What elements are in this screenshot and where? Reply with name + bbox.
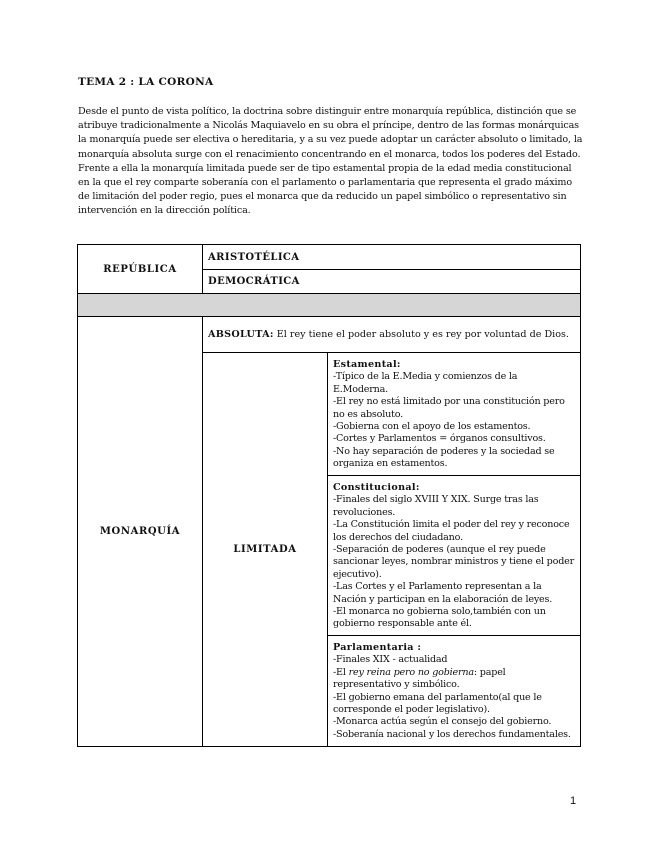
parlamentaria-title: Parlamentaria : [333,641,422,653]
constitucional-cell [328,476,581,636]
list-item: -Gobierna con el apoyo de los estamentos. [333,421,531,433]
line-suffix: : papel representativo y simbólico. [333,666,506,691]
limitada-cell: LIMITADA [203,353,328,747]
monarquia-cell: MONARQUÍA [78,317,203,747]
italic-quote: rey reina pero no gobierna [348,666,474,678]
constitucional-title: Constitucional: [333,482,420,493]
intro-text: Desde el punto de vista político, la doctrina sobre distinguir entre monarquía república, distinción que se atribuye tradicionalmente a Nicolás Maquiavelo en su obra el príncipe, dentro de las formas monárquicas la monarquía puede ser electiva o hereditaria, y a su vez puede adoptar un carácter absoluto o limitado, la monarquía absoluta surge con el renacimiento concentrando en el monarca, todos los poderes del Estado. Frente a ella la monarquía limitada puede ser de tipo estamental propia de la edad media constitucional en la que el rey comparte soberanía con el parlamento o parlamentaria que representa el grado máximo de limitación del poder regio, pues el monarca que da reducido un papel simbólico o representativo sin intervención en la dirección política. [78,106,583,217]
list-item [333,667,575,692]
absoluta-text: El rey tiene el poder absoluto y es rey por voluntad de Dios. [273,329,569,340]
list-item: -Finales del siglo XVIII Y XIX. Surge tras las revoluciones. [333,494,539,518]
list-item: -El rey no está limitado por una constitución pero no es absoluto. [333,396,565,420]
list-item: -Finales XIX - actualidad [333,654,448,666]
table-row [78,245,581,270]
estamental-cell [328,353,581,476]
list-item: -Separación de poderes (aunque el rey puede sancionar leyes, nombrar ministros y tiene el poder ejecutivo). [333,544,574,580]
absoluta-label: ABSOLUTA: [208,329,274,340]
separator-row [78,294,581,317]
page-number: 1 [570,795,577,807]
list-item: -No hay separación de poderes y la sociedad se organiza en estamentos. [333,445,555,470]
list-item: -Soberanía nacional y los derechos fundamentales. [333,728,571,740]
parlamentaria-cell [328,635,581,746]
intro-paragraph [78,105,583,219]
list-item: -Típico de la E.Media y comienzos de la E.Moderna. [333,371,518,395]
republica-cell: REPÚBLICA [78,245,203,294]
list-item: -La Constitución limita el poder del rey y reconoce los derechos del ciudadano. [333,519,570,543]
table-row [78,317,581,353]
estamental-title: Estamental: [333,359,401,370]
list-item: -Las Cortes y el Parlamento representan a la Nación y participan en la elaboración de leyes. [333,581,553,605]
republica-type-democratica: DEMOCRÁTICA [203,270,581,294]
page-title: TEMA 2 : LA CORONA [78,76,214,88]
republica-type-aristotelica: ARISTOTÉLICA [203,245,581,270]
forms-of-government-table [77,244,581,747]
list-item: -Monarca actúa según el consejo del gobierno. [333,716,552,728]
list-item: -El gobierno emana del parlamento(al que le corresponde el poder legislativo). [333,691,542,715]
absoluta-cell [203,317,581,353]
line-prefix: -El [333,666,349,678]
separator-cell [78,294,581,317]
list-item: -El monarca no gobierna solo,también con un gobierno responsable ante él. [333,606,546,630]
list-item: -Cortes y Parlamentos = órganos consultivos. [333,433,546,445]
